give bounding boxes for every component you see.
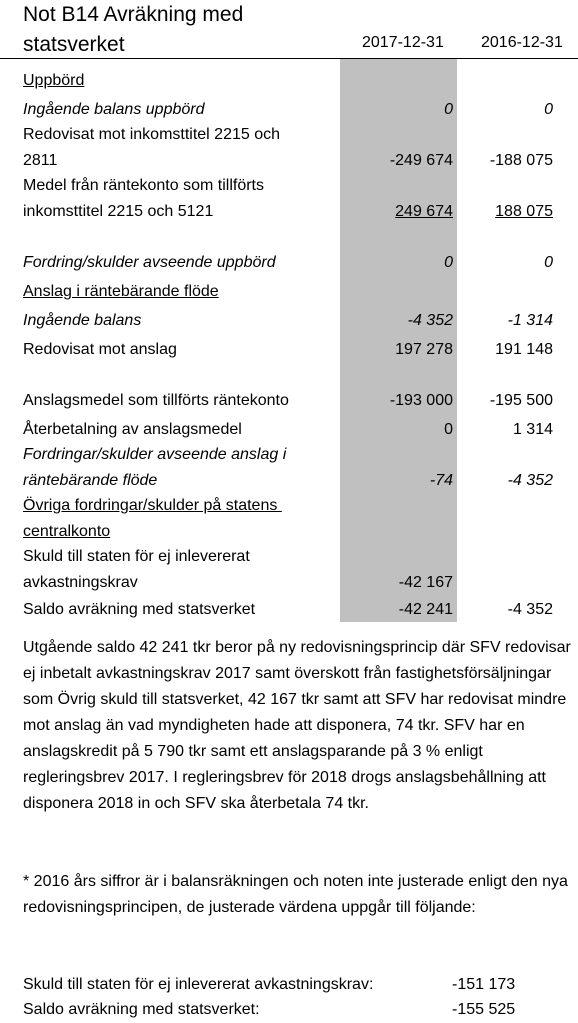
value-2017: -42 241 bbox=[398, 601, 453, 618]
row-label: inkomsttitel 2215 och 5121 bbox=[23, 203, 214, 220]
column-header-2016: 2016-12-31 bbox=[481, 34, 563, 51]
row-label: Redovisat mot anslag bbox=[23, 341, 177, 358]
value-2016: -188 075 bbox=[489, 152, 553, 169]
value-2016: -4 352 bbox=[507, 601, 553, 618]
value-2017: 249 674 bbox=[395, 203, 453, 220]
row-label: Ingående balans bbox=[23, 312, 142, 329]
value-2017: 0 bbox=[444, 101, 453, 118]
note-title bbox=[23, 0, 353, 60]
value-2017: -4 352 bbox=[407, 312, 453, 329]
value-2016: 191 148 bbox=[495, 341, 553, 358]
value-2017: -74 bbox=[429, 472, 453, 489]
value-2016: -1 314 bbox=[507, 312, 553, 329]
row-label: Återbetalning av anslagsmedel bbox=[23, 421, 242, 438]
row-label: Medel från räntekonto som tillförts bbox=[23, 177, 264, 194]
row-label: Uppbörd bbox=[23, 72, 85, 89]
note-title-line1: Not B14 Avräkning med bbox=[23, 3, 244, 26]
row-label: Redovisat mot inkomsttitel 2215 och bbox=[23, 126, 281, 143]
row-label: Anslagsmedel som tillförts räntekonto bbox=[23, 392, 289, 409]
row-label: Övriga fordringar/skulder på statens bbox=[23, 497, 282, 514]
row-label: 2811 bbox=[23, 152, 58, 169]
row-label: räntebärande flöde bbox=[23, 472, 158, 489]
value-2017: 0 bbox=[444, 421, 453, 438]
explanation-paragraph: Utgående saldo 42 241 tkr beror på ny redovisningsprincip där SFV redovisar ej inbetalt avkastningskrav 2017 samt överskott från fastighetsförsäljningar som Övrig skuld till statsverket, 42 167 tkr samt att SFV har redovisat mindre mot anslag än vad myndigheten hade att disponera, 74 tkr. SFV har en anslagskredit på 5 790 tkr samt ett anslagsparande på 3 % enligt regleringsbrev 2017. I regleringsbrev för 2018 drogs anslagsbehållning att disponera 2018 in och SFV ska återbetala 74 tkr. bbox=[23, 639, 571, 812]
row-label: Fordring/skulder avseende uppbörd bbox=[23, 254, 276, 271]
row-label: centralkonto bbox=[23, 523, 111, 540]
value-2017: 197 278 bbox=[395, 341, 453, 358]
row-label: Skuld till staten för ej inlevererat bbox=[23, 548, 250, 565]
value-2016: 188 075 bbox=[495, 203, 553, 220]
value-2017: -193 000 bbox=[389, 392, 453, 409]
header-rule bbox=[0, 58, 578, 59]
value-2017: -249 674 bbox=[389, 152, 453, 169]
value-2017: 0 bbox=[444, 254, 453, 271]
value-2017: -42 167 bbox=[398, 574, 453, 591]
value-2016: 0 bbox=[544, 101, 553, 118]
column-header-2017: 2017-12-31 bbox=[362, 34, 444, 51]
row-label: avkastningskrav bbox=[23, 574, 138, 591]
adjusted-label: Saldo avräkning med statsverket: bbox=[23, 1001, 260, 1018]
value-2016: -195 500 bbox=[489, 392, 553, 409]
row-label: Ingående balans uppbörd bbox=[23, 101, 205, 118]
adjusted-label: Skuld till staten för ej inlevererat avkastningskrav: bbox=[23, 976, 374, 993]
value-2016: 0 bbox=[544, 254, 553, 271]
adjusted-value: -151 173 bbox=[452, 976, 516, 993]
note-title-line2: statsverket bbox=[23, 33, 125, 56]
value-2016: 1 314 bbox=[512, 421, 553, 438]
row-label: Anslag i räntebärande flöde bbox=[23, 283, 219, 300]
row-label: Fordringar/skulder avseende anslag i bbox=[23, 446, 287, 463]
footnote-paragraph: * 2016 års siffror är i balansräkningen och noten inte justerade enligt den nya redovisningsprincipen, de justerade värdena uppgår till följande: bbox=[23, 873, 568, 916]
adjusted-value: -155 525 bbox=[452, 1001, 516, 1018]
value-2016: -4 352 bbox=[507, 472, 553, 489]
row-label: Saldo avräkning med statsverket bbox=[23, 601, 256, 618]
